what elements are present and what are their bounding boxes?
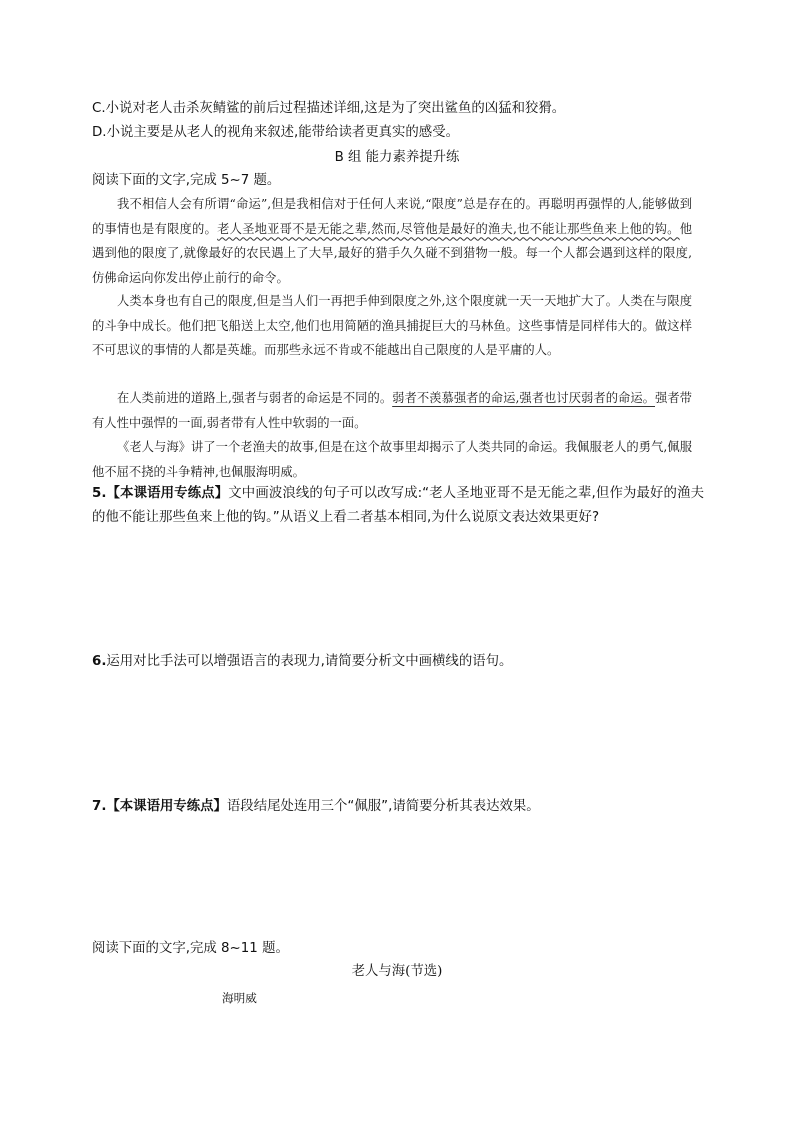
option-c: C.小说对老人击杀灰鲭鲨的前后过程描述详细,这是为了突出鲨鱼的凶猛和狡猾。: [92, 101, 566, 116]
question-7-text: 语段结尾处连用三个“佩服”,请简要分析其表达效果。: [226, 799, 540, 814]
question-5: [92, 481, 704, 530]
question-7-number: 7.: [92, 799, 107, 814]
passage-paragraph-1: [92, 192, 692, 290]
p3-text-b: 强者带有人性中强悍的一面,弱者带有人性中软弱的一面。: [92, 391, 692, 430]
reading-instruction-1: 阅读下面的文字,完成 5~7 题。: [92, 173, 281, 188]
question-5-text: 文中画波浪线的句子可以改写成:“老人圣地亚哥不是无能之辈,但作为最好的渔夫的他不能让那些鱼来上他的钩。”从语义上看二者基本相同,为什么说原文表达效果更好?: [92, 486, 705, 525]
question-7: [92, 794, 704, 819]
passage-2-title: 老人与海(节选): [351, 964, 443, 979]
underlined-sentence: 弱者不羡慕强者的命运,强者也讨厌弱者的命运。: [392, 391, 656, 405]
question-5-tag: 【本课语用专练点】: [106, 485, 229, 501]
passage-paragraph-4: 《老人与海》讲了一个老渔夫的故事,但是在这个故事里却揭示了人类共同的命运。我佩服老人的勇气,佩服他不屈不挠的斗争精神,也佩服海明威。: [92, 440, 692, 479]
question-5-number: 5.: [92, 486, 107, 501]
passage-2-author: 海明威: [222, 991, 257, 1005]
option-d: D.小说主要是从老人的视角来叙述,能带给读者更真实的感受。: [92, 125, 459, 140]
section-title: B 组 能力素养提升练: [334, 150, 460, 165]
question-6-number: 6.: [92, 654, 107, 669]
passage-paragraph-3: [92, 386, 692, 435]
question-6: [92, 650, 704, 674]
p1-text-b: 他遇到他的限度了,就像最好的农民遇上了大旱,最好的猎手久久碰不到猎物一般。每一个人都会遇到这样的限度,仿佛命运向你发出停止前行的命令。: [92, 221, 692, 285]
question-7-tag: 【本课语用专练点】: [106, 798, 227, 814]
wavy-underlined-sentence: 老人圣地亚哥不是无能之辈,然而,尽管他是最好的渔夫,也不能让那些鱼来上他的钩。: [217, 221, 680, 236]
p3-text-a: 在人类前进的道路上,强者与弱者的命运是不同的。: [117, 391, 393, 405]
passage-paragraph-2: 人类本身也有自己的限度,但是当人们一再把手伸到限度之外,这个限度就一天一天地扩大了。人类在与限度的斗争中成长。他们把飞船送上太空,他们也用简陋的渔具捕捉巨大的马林鱼。这些事情是同样伟大的。做这样不可思议的事情的人都是英雄。而那些永远不肯或不能越出自己限度的人是平庸的人。: [92, 294, 692, 358]
p1-text-a: 我不相信人会有所谓“命运”,但是我相信对于任何人来说,“限度”总是存在的。再聪明再强悍的人,能够做到的事情也是有限度的。: [92, 197, 692, 236]
question-6-text: 运用对比手法可以增强语言的表现力,请简要分析文中画横线的语句。: [106, 654, 513, 669]
reading-instruction-2: 阅读下面的文字,完成 8~11 题。: [92, 941, 289, 956]
